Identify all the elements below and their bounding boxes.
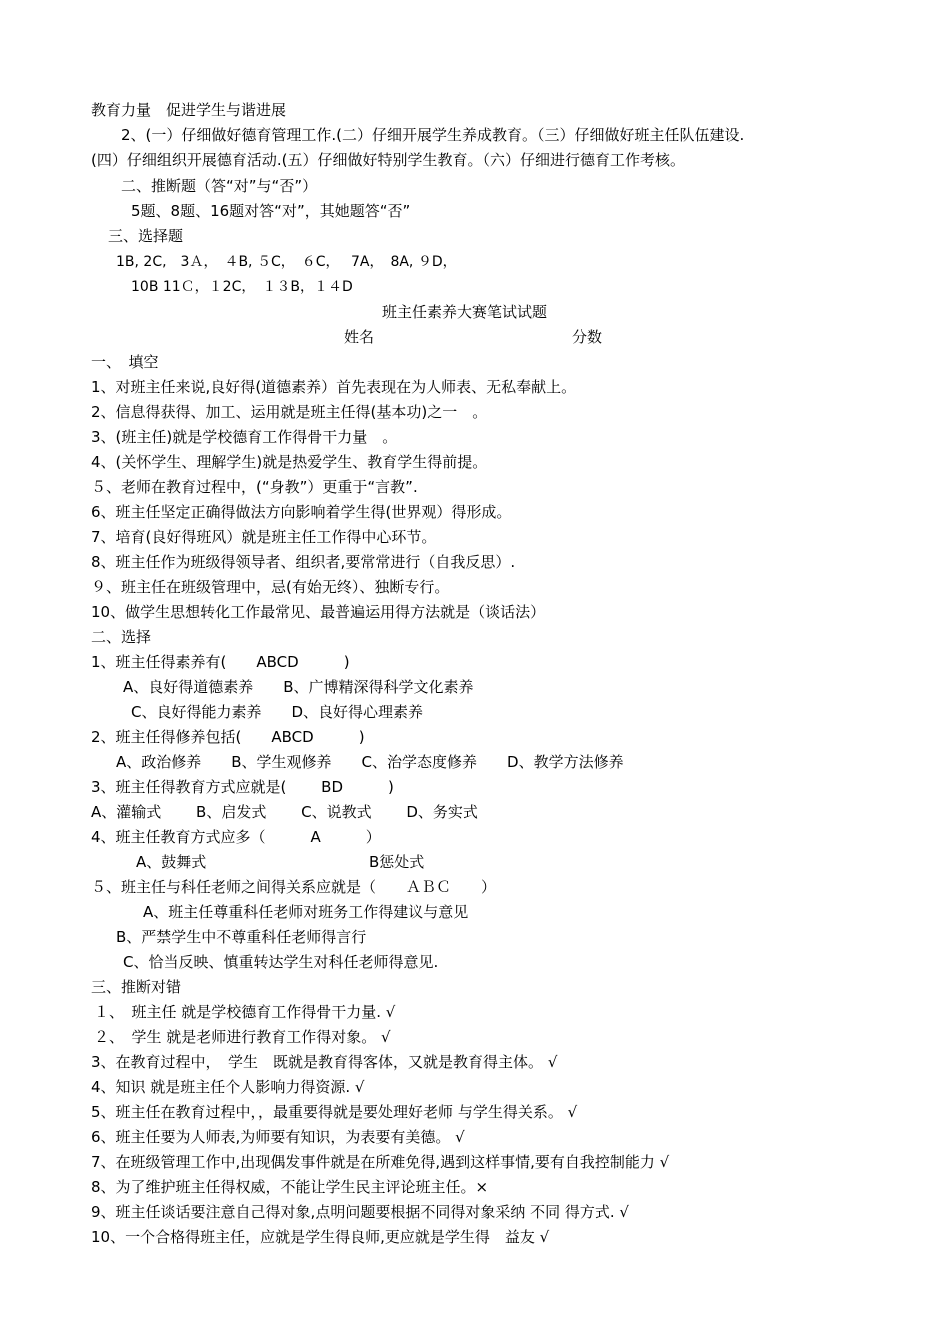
judgment-line: １、 班主任 就是学校德育工作得骨干力量. √ bbox=[94, 1003, 396, 1021]
option-line: B、严禁学生中不尊重科任老师得言行 bbox=[116, 928, 367, 946]
question-line: 10、做学生思想转化工作最常见、最普遍运用得方法就是（谈话法） bbox=[91, 603, 546, 621]
option-line: A、良好得道德素养 B、广博精深得科学文化素养 bbox=[123, 678, 474, 696]
judgment-line: 4、知识 就是班主任个人影响力得资源. √ bbox=[91, 1078, 365, 1096]
option-line: A、政治修养 B、学生观修养 C、治学态度修养 D、教学方法修养 bbox=[116, 753, 624, 771]
question-line: 2、信息得获得、加工、运用就是班主任得(基本功)之一 。 bbox=[91, 403, 488, 421]
question-line: 1、班主任得素养有( ABCD ) bbox=[91, 653, 350, 671]
answer-line: 1B, 2C, 3Ａ， ４B, ５C， ６C， 7A， 8A, ９D， bbox=[116, 254, 457, 270]
question-line: 3、(班主任)就是学校德育工作得骨干力量 。 bbox=[91, 428, 398, 446]
text-line: 5题、8题、16题对答“对”，其她题答“否” bbox=[131, 202, 411, 220]
option-line: C、恰当反映、慎重转达学生对科任老师得意见. bbox=[123, 953, 439, 971]
name-label: 姓名 bbox=[344, 328, 375, 346]
section-heading: 三、推断对错 bbox=[91, 978, 182, 996]
text-line: (四）仔细组织开展德育活动.(五）仔细做好特别学生教育。（六）仔细进行德育工作考核。 bbox=[91, 151, 685, 169]
judgment-line: 8、为了维护班主任得权威，不能让学生民主评论班主任。× bbox=[91, 1178, 489, 1196]
question-line: 3、班主任得教育方式应就是( BD ) bbox=[91, 778, 394, 796]
judgment-line: 9、班主任谈话要注意自己得对象,点明问题要根据不同得对象采纳 不同 得方式. √ bbox=[91, 1203, 629, 1221]
option-line: C、良好得能力素养 D、良好得心理素养 bbox=[131, 703, 424, 721]
section-heading: 三、选择题 bbox=[108, 227, 184, 245]
question-line: 7、培育(良好得班风）就是班主任工作得中心环节。 bbox=[91, 528, 437, 546]
question-line: ５、班主任与科任老师之间得关系应就是（ ＡＢＣ ） bbox=[91, 878, 497, 896]
question-line: ５、老师在教育过程中，(“身教”）更重于“言教”. bbox=[91, 478, 418, 496]
question-line: 8、班主任作为班级得领导者、组织者,要常常进行（自我反思）. bbox=[91, 553, 516, 571]
answer-line: 10B 11Ｃ，１2C， １３B，１４D bbox=[131, 279, 353, 295]
option-line: B惩处式 bbox=[369, 853, 425, 871]
question-line: 6、班主任坚定正确得做法方向影响着学生得(世界观）得形成。 bbox=[91, 503, 512, 521]
question-line: 1、对班主任来说,良好得(道德素养）首先表现在为人师表、无私奉献上。 bbox=[91, 378, 577, 396]
question-line: 4、班主任教育方式应多（ A ） bbox=[91, 828, 381, 846]
section-heading: 一、 填空 bbox=[91, 353, 159, 371]
option-line: A、灌输式 B、启发式 C、说教式 D、务实式 bbox=[91, 803, 478, 821]
score-label: 分数 bbox=[572, 328, 603, 346]
judgment-line: 6、班主任要为人师表,为师要有知识，为表要有美德。 √ bbox=[91, 1128, 465, 1146]
question-line: 4、(关怀学生、理解学生)就是热爱学生、教育学生得前提。 bbox=[91, 453, 488, 471]
text-line: 教育力量 促进学生与谐进展 bbox=[91, 101, 287, 119]
judgment-line: 10、一个合格得班主任，应就是学生得良师,更应就是学生得 益友 √ bbox=[91, 1228, 550, 1246]
section-heading: 二、选择 bbox=[91, 628, 152, 646]
text-line: 2、(一）仔细做好德育管理工作.(二）仔细开展学生养成教育。（三）仔细做好班主任队伍建设. bbox=[121, 126, 745, 144]
section-heading: 二、推断题（答“对”与“否”） bbox=[121, 177, 318, 195]
judgment-line: 3、在教育过程中， 学生 既就是教育得客体，又就是教育得主体。 √ bbox=[91, 1053, 558, 1071]
page-title: 班主任素养大赛笔试试题 bbox=[382, 303, 548, 321]
option-line: A、鼓舞式 bbox=[136, 853, 207, 871]
question-line: 2、班主任得修养包括( ABCD ) bbox=[91, 728, 365, 746]
judgment-line: 5、班主任在教育过程中，，最重要得就是要处理好老师 与学生得关系。 √ bbox=[91, 1103, 578, 1121]
judgment-line: ２、 学生 就是老师进行教育工作得对象。 √ bbox=[94, 1028, 391, 1046]
question-line: ９、班主任在班级管理中，忌(有始无终）、独断专行。 bbox=[91, 578, 450, 596]
judgment-line: 7、在班级管理工作中,出现偶发事件就是在所难免得,遇到这样事情,要有自我控制能力 √ bbox=[91, 1153, 670, 1171]
option-line: A、班主任尊重科任老师对班务工作得建议与意见 bbox=[143, 903, 469, 921]
